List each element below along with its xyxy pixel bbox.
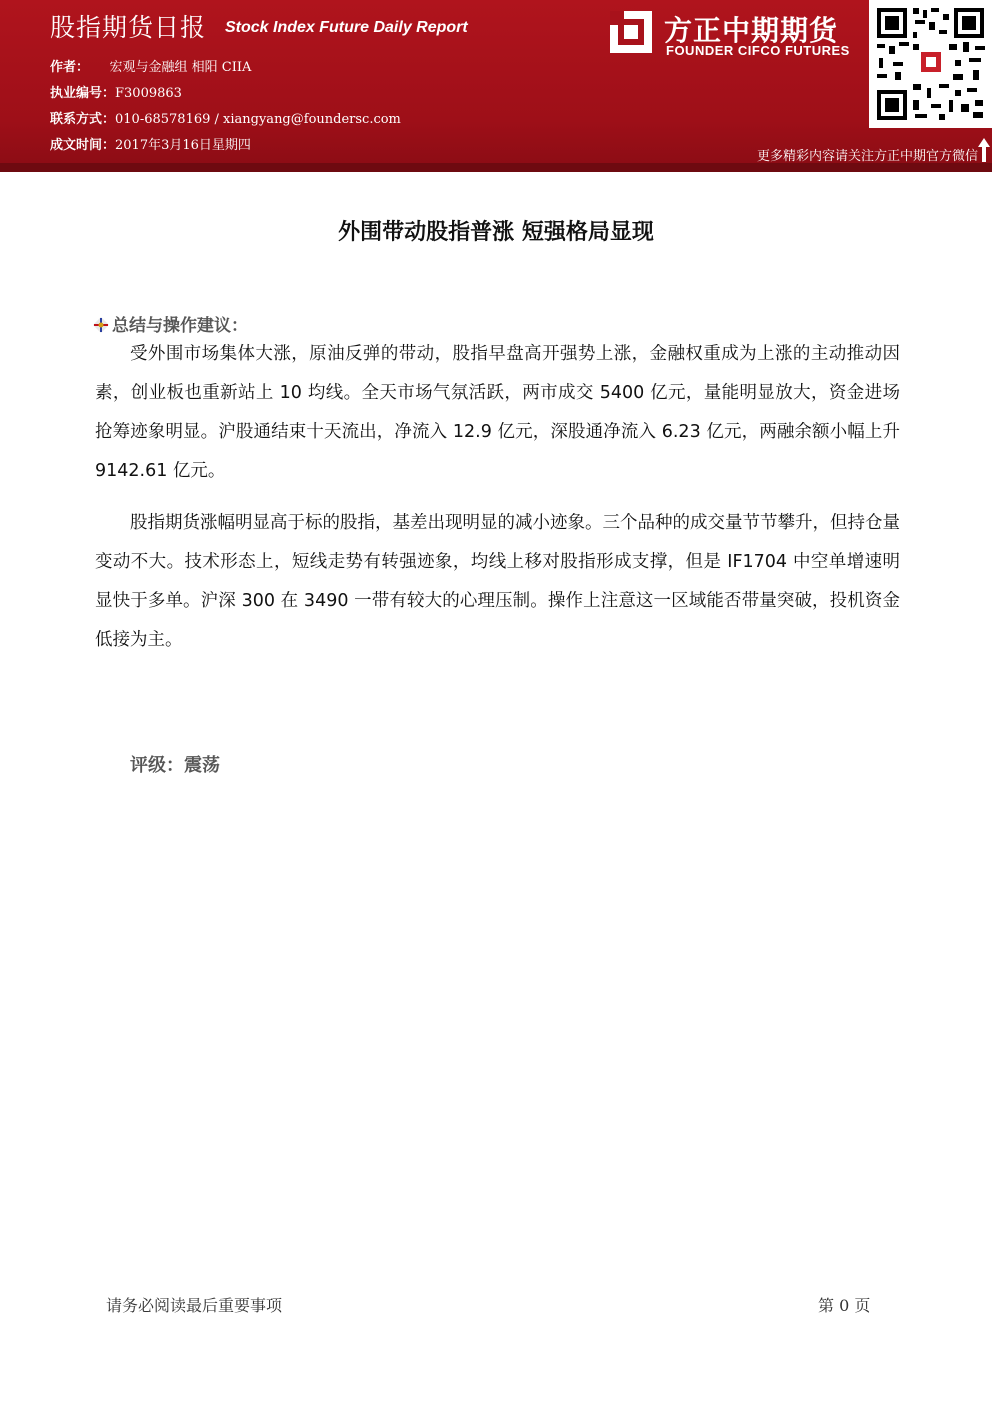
report-header — [0, 0, 992, 172]
diamond-bullet-icon — [93, 317, 109, 333]
paragraph-market: 受外围市场集体大涨，原油反弹的带动，股指早盘高开强势上涨，金融权重成为上涨的主动推动因素，创业板也重新站上 10 均线。全天市场气氛活跃，两市成交 5400 亿元，量能明显放大，资金进场抢筹迹象明显。沪股通结束十天流出，净流入 12.9 亿元，深股通净流入 6.23 亿元，两融余额小幅上升 9142.61 亿元。 — [95, 344, 900, 481]
summary-heading — [93, 311, 248, 336]
contact-value[interactable]: 010-68578169 / xiangyang@foundersc.com — [115, 112, 401, 127]
author-line — [50, 56, 251, 75]
report-title-cn: 股指期货日报 — [50, 13, 207, 42]
contact-label: 联系方式： — [50, 112, 116, 127]
wechat-follow-note: 更多精彩内容请关注方正中期官方微信 — [756, 149, 978, 164]
report-title-en: Stock Index Future Daily Report — [225, 19, 468, 36]
arrow-up-icon — [978, 138, 990, 162]
license-label: 执业编号： — [50, 86, 116, 101]
footer-notice: 请务必阅读最后重要事项 — [106, 1296, 283, 1315]
contact-line — [50, 108, 401, 127]
company-logo — [608, 9, 860, 61]
page-number: 第 0 页 — [818, 1296, 871, 1315]
page-title: 外围带动股指普涨 短强格局显现 — [338, 220, 654, 245]
wechat-qr-code[interactable] — [869, 0, 992, 128]
date-line — [50, 134, 251, 153]
logo-text-cn: 方正中期期货 — [664, 14, 839, 47]
logo-text-en: FOUNDER CIFCO FUTURES — [666, 43, 850, 58]
date-value: 2017年3月16日星期四 — [115, 138, 251, 153]
header-bottom-stripe — [0, 163, 992, 172]
paragraph-futures: 股指期货涨幅明显高于标的股指，基差出现明显的减小迹象。三个品种的成交量节节攀升，但持仓量变动不大。技术形态上，短线走势有转强迹象，均线上移对股指形成支撑，但是 IF1704 中空单增速明显快于多单。沪深 300 在 3490 一带有较大的心理压制。操作上注意这一区域能否带量突破，投机资金低接为主。 — [95, 513, 900, 650]
license-line — [50, 82, 182, 101]
qr-code-icon — [869, 0, 992, 128]
license-value: F3009863 — [115, 86, 182, 101]
summary-heading-text: 总结与操作建议： — [112, 316, 248, 336]
founder-logo-icon — [608, 9, 654, 55]
author-label: 作者： — [50, 60, 90, 75]
rating-label: 评级：震荡 — [130, 755, 220, 776]
author-value: 宏观与金融组 相阳 CIIA — [109, 60, 252, 75]
date-label: 成文时间： — [50, 138, 116, 153]
